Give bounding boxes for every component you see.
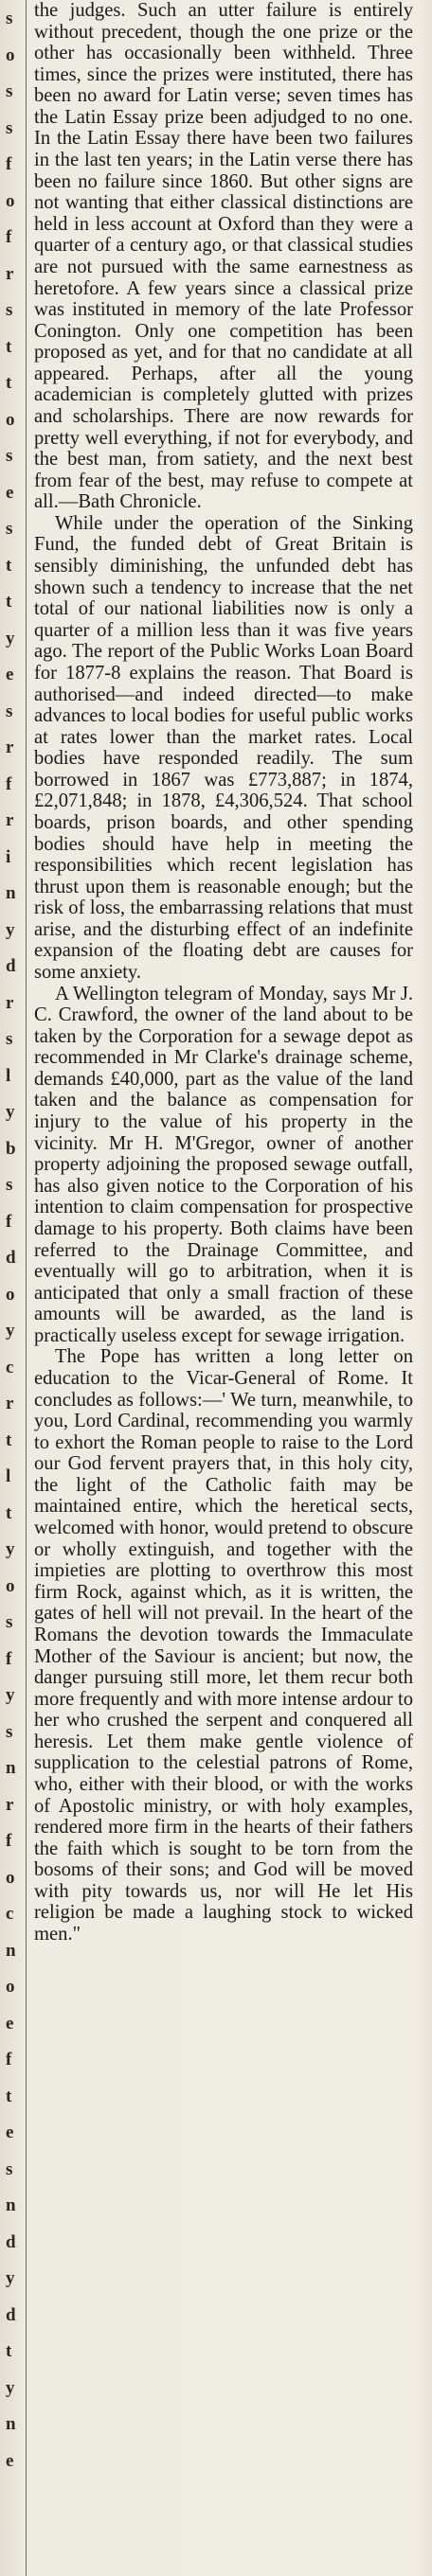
- gutter-fragment: f: [6, 1831, 12, 1851]
- gutter-fragment: d: [6, 2231, 16, 2252]
- gutter-fragment: f: [6, 227, 12, 247]
- gutter-fragment: s: [6, 1029, 13, 1049]
- gutter-fragment: e: [6, 2013, 14, 2034]
- gutter-fragment: d: [6, 956, 16, 976]
- gutter-fragment: s: [6, 446, 13, 466]
- gutter-fragment: t: [6, 373, 12, 393]
- gutter-fragment: t: [6, 1502, 12, 1523]
- gutter-fragment: s: [6, 2159, 13, 2179]
- gutter-fragment: r: [6, 1394, 14, 1413]
- gutter-fragment: l: [6, 1065, 11, 1086]
- gutter-fragment: n: [6, 883, 16, 903]
- gutter-fragment: f: [6, 2050, 12, 2070]
- paragraph-national-debt: While under the operation of the Sinking Fund, the funded debt of Great Britain is sensibly diminishing, the unfunded debt has shown such a tendency to increase that the net total of our national liabilities now is only a quarter of a million less than it was five years ago. The report of the Public Works Loan Board for 1877-8 explains the reason. That Board is authorised—and indeed directed—to make advances to local bodies for useful public works at rates lower than the market rates. Local bodies have responded readily. The sum borrowed in 1867 was £773,887; in 1874, £2,071,848; in 1878, £4,306,524. That school boards, prison boards, and other spending bodies should have help in meeting the responsibilities which recent legislation has thrust upon them is reasonable enough; but the risk of loss, the embarrassing relations that must arise, and the disturbing effect of an indefinite expansion of the floating debt are causes for some anxiety.: [34, 512, 413, 984]
- gutter-fragment: l: [6, 1466, 11, 1486]
- gutter-fragment: c: [6, 1357, 14, 1377]
- gutter-fragment: r: [6, 737, 14, 757]
- gutter-fragment: t: [6, 555, 12, 576]
- gutter-fragment: s: [6, 1175, 13, 1195]
- gutter-fragment: r: [6, 810, 14, 830]
- gutter-fragment: t: [6, 1430, 12, 1450]
- gutter-fragment: y: [6, 2377, 15, 2398]
- gutter-fragment: i: [6, 846, 11, 867]
- gutter-fragment: n: [6, 1940, 16, 1961]
- gutter-fragment: f: [6, 1648, 12, 1669]
- gutter-fragment: t: [6, 2086, 12, 2106]
- gutter-fragment: f: [6, 154, 12, 174]
- gutter-fragment: r: [6, 992, 14, 1013]
- gutter-fragment: y: [6, 1539, 15, 1559]
- gutter-fragment: t: [6, 2341, 12, 2361]
- gutter-fragment: f: [6, 1211, 12, 1232]
- gutter-fragment: n: [6, 2195, 16, 2215]
- gutter-fragment: o: [6, 1867, 15, 1888]
- gutter-fragment: s: [6, 300, 13, 320]
- gutter-fragment: b: [6, 1138, 16, 1159]
- paragraph-wellington-sewage: A Wellington telegram of Monday, says Mr J. C. Crawford, the owner of the land about to be taken by the Corporation for a sewage depot as recommended in Mr Clarke's drainage scheme, demands £40,000, part as the value of the land taken and the balance as compensation for injury to the value of his property in the vicinity. Mr H. M'Gregor, owner of another property adjoining the proposed sewage outfall, has also given notice to the Corporation of his intention to claim compensation for prospective damage to his property. Both claims have been referred to the Drainage Committee, and eventually will go to arbitration, when it is anticipated that only a small fraction of these amounts will be awarded, as the land is practically useless except for sewage irrigation.: [34, 983, 413, 1346]
- gutter-fragment: y: [6, 1685, 15, 1705]
- gutter-fragment: e: [6, 482, 14, 503]
- gutter-fragment: y: [6, 919, 15, 940]
- column-rule: [26, 0, 27, 2576]
- gutter-fragment: t: [6, 336, 12, 357]
- gutter-fragment: o: [6, 44, 15, 65]
- gutter-fragment: y: [6, 2268, 15, 2288]
- gutter-fragment: y: [6, 1102, 15, 1122]
- gutter-fragment: r: [6, 263, 14, 284]
- adjacent-column-fragment: [0, 0, 25, 2576]
- gutter-fragment: s: [6, 117, 13, 138]
- gutter-fragment: o: [6, 190, 15, 211]
- gutter-fragment: o: [6, 1977, 15, 1997]
- gutter-fragment: s: [6, 81, 13, 101]
- paragraph-oxford-prizes: the judges. Such an utter failure is entirely without precedent, though the one prize or the other has occasionally been withheld. Three times, since the prizes were instituted, there has been no award for Latin verse; seven times has the Latin Essay prize been adjudged to no one. In the Latin Essay there have been two failures in the last ten years; in the Latin verse there has been no failure since 1860. But other signs are not wanting that either classical distinctions are held in less account at Oxford than they were a quarter of a century ago, or that classical studies are not pursued with the same earnestness as heretofore. A few years since a classical prize was instituted in memory of the late Professor Conington. Only one competition has been proposed as yet, and for that no candidate at all appeared. Perhaps, after all the young academician is completely glutted with prizes and scholarships. There are now rewards for pretty well everything, if not for everybody, and the best man, from satiety, and the next best from fear of the best, may refuse to compete at all.—Bath Chronicle.: [34, 0, 413, 513]
- gutter-fragment: d: [6, 2304, 16, 2325]
- gutter-fragment: c: [6, 1904, 14, 1924]
- gutter-fragment: t: [6, 592, 12, 612]
- gutter-fragment: y: [6, 628, 15, 648]
- gutter-fragment: e: [6, 2123, 14, 2142]
- gutter-fragment: s: [6, 701, 13, 721]
- gutter-fragment: s: [6, 519, 13, 539]
- text-column: [34, 0, 413, 1945]
- gutter-fragment: s: [6, 9, 13, 28]
- gutter-fragment: f: [6, 773, 12, 794]
- gutter-fragment: d: [6, 1248, 16, 1268]
- gutter-fragment: s: [6, 1721, 13, 1742]
- gutter-fragment: y: [6, 1321, 15, 1341]
- gutter-fragment: o: [6, 409, 15, 430]
- gutter-fragment: n: [6, 1758, 16, 1778]
- gutter-fragment: r: [6, 1794, 14, 1815]
- gutter-fragment: o: [6, 1575, 15, 1596]
- gutter-fragment: e: [6, 2450, 14, 2471]
- paragraph-pope-letter: The Pope has written a long letter on education to the Vicar-General of Rome. It concludes as follows:—' We turn, meanwhile, to you, Lord Cardinal, recommending you warmly to exhort the Roman people to raise to the Lord our God fervent prayers that, in this holy city, the light of the Catholic faith may be maintained entire, which the heretical sects, welcomed with honor, would pretend to obscure or wholly extinguish, and together with the impieties are plotting to overthrow this most firm Rock, against which, as it is written, the gates of hell will not prevail. In the heart of the Romans the devotion towards the Immaculate Mother of the Saviour is ancient; but now, the danger pursuing still more, let them recur both more frequently and with more intense ardour to her who crushed the serpent and conquered all heresis. Let them make gentle violence of supplication to the celestial patrons of Rome, who, either with their blood, or with the works of Apostolic ministry, or with holy examples, rendered more firm in the hearts of their fathers the faith which is sought to be torn from the bosoms of their sons; and God will be moved with pity towards us, nor will He let His religion be made a laughing stock to wicked men.": [34, 1346, 413, 1945]
- gutter-fragment: o: [6, 1284, 15, 1305]
- gutter-fragment: n: [6, 2414, 16, 2434]
- gutter-fragment: s: [6, 1612, 13, 1632]
- gutter-fragment: e: [6, 665, 14, 684]
